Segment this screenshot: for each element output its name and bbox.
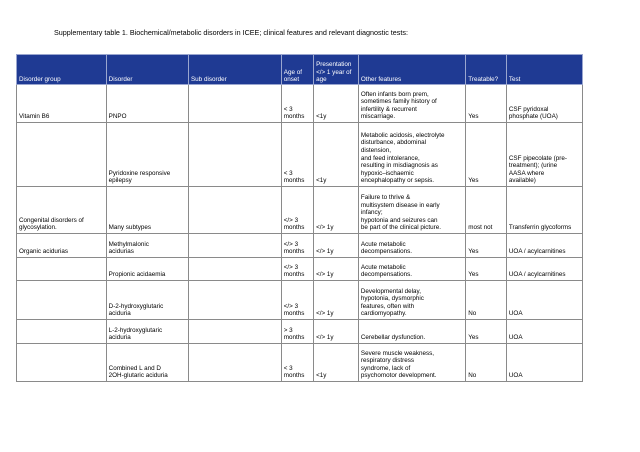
cell-features: Developmental delay, hypotonia, dysmorphic features, often with cardiomyopathy. [358,281,465,320]
header-treatable: Treatable? [466,55,507,85]
cell-features: Severe muscle weakness, respiratory distress syndrome, lack of psychomotor development. [358,344,465,382]
table-row [17,187,583,234]
cell-test: CSF pyridoxal phosphate (UOA) [506,85,582,123]
header-sub-disorder: Sub disorder [188,55,281,85]
table-row [17,85,583,123]
cell-test: UOA [506,320,582,344]
cell-presentation: </> 1y [314,258,359,281]
cell-test: CSF pipecolate (pre- treatment); (urine AASA where available) [506,123,582,187]
header-disorder-group: Disorder group [17,55,107,85]
cell-treatable: Yes [466,320,507,344]
cell-group: Organic acidurias [17,234,107,258]
cell-age: </> 3 months [281,258,313,281]
cell-treatable: most not [466,187,507,234]
cell-presentation: </> 1y [314,281,359,320]
cell-sub-disorder [188,281,281,320]
cell-features: Often infants born prem, sometimes family history of infertility & recurrent miscarriage. [358,85,465,123]
cell-disorder: Propionic acidaemia [106,258,188,281]
cell-disorder: L-2-hydroxyglutaric aciduria [106,320,188,344]
header-other-features: Other features [358,55,465,85]
cell-group [17,344,107,382]
table-row [17,281,583,320]
cell-presentation: <1y [314,344,359,382]
cell-group: Vitamin B6 [17,85,107,123]
cell-group [17,320,107,344]
cell-group [17,281,107,320]
cell-age: </> 3 months [281,187,313,234]
header-presentation: Presentation </> 1 year of age [314,55,359,85]
cell-treatable: Yes [466,258,507,281]
cell-disorder: PNPO [106,85,188,123]
header-age-of-onset: Age of onset [281,55,313,85]
cell-sub-disorder [188,320,281,344]
cell-treatable: No [466,281,507,320]
table-row [17,258,583,281]
cell-age: < 3 months [281,85,313,123]
cell-features: Acute metabolic decompensations. [358,234,465,258]
cell-age: </> 3 months [281,281,313,320]
cell-age: > 3 months [281,320,313,344]
cell-test: UOA / acylcarnitines [506,234,582,258]
cell-test: Transferrin glycoforms [506,187,582,234]
header-disorder: Disorder [106,55,188,85]
cell-disorder: Pyridoxine responsive epilepsy [106,123,188,187]
cell-sub-disorder [188,123,281,187]
cell-group [17,123,107,187]
cell-treatable: Yes [466,123,507,187]
cell-test: UOA [506,344,582,382]
cell-sub-disorder [188,258,281,281]
cell-test: UOA [506,281,582,320]
cell-treatable: Yes [466,234,507,258]
cell-presentation: <1y [314,85,359,123]
cell-disorder: Combined L and D 2OH-glutaric aciduria [106,344,188,382]
cell-features: Cerebellar dysfunction. [358,320,465,344]
cell-features: Acute metabolic decompensations. [358,258,465,281]
cell-disorder: Many subtypes [106,187,188,234]
cell-group: Congenital disorders of glycosylation. [17,187,107,234]
cell-sub-disorder [188,187,281,234]
table-row [17,234,583,258]
table-row [17,320,583,344]
cell-sub-disorder [188,344,281,382]
cell-presentation: </> 1y [314,187,359,234]
cell-presentation: <1y [314,123,359,187]
cell-treatable: Yes [466,85,507,123]
cell-test: UOA / acylcarnitines [506,258,582,281]
table-row [17,344,583,382]
cell-presentation: </> 1y [314,234,359,258]
disorders-table [16,54,583,382]
cell-disorder: Methylmalonic acidurias [106,234,188,258]
table-row [17,123,583,187]
cell-treatable: No [466,344,507,382]
cell-sub-disorder [188,85,281,123]
header-row [17,55,583,85]
header-test: Test [506,55,582,85]
cell-group [17,258,107,281]
cell-age: </> 3 months [281,234,313,258]
cell-age: < 3 months [281,123,313,187]
cell-sub-disorder [188,234,281,258]
cell-features: Failure to thrive & multisystem disease in early infancy; hypotonia and seizures can be part of the clinical picture. [358,187,465,234]
cell-presentation: </> 1y [314,320,359,344]
cell-features: Metabolic acidosis, electrolyte disturbance, abdominal distension, and feed intolerance, resulting in misdiagnosis as hypoxic–ischaemic encephalopathy or sepsis. [358,123,465,187]
cell-age: < 3 months [281,344,313,382]
cell-disorder: D-2-hydroxyglutaric aciduria [106,281,188,320]
table-caption: Supplementary table 1. Biochemical/metabolic disorders in ICEE; clinical features and relevant diagnostic tests: [54,28,408,37]
